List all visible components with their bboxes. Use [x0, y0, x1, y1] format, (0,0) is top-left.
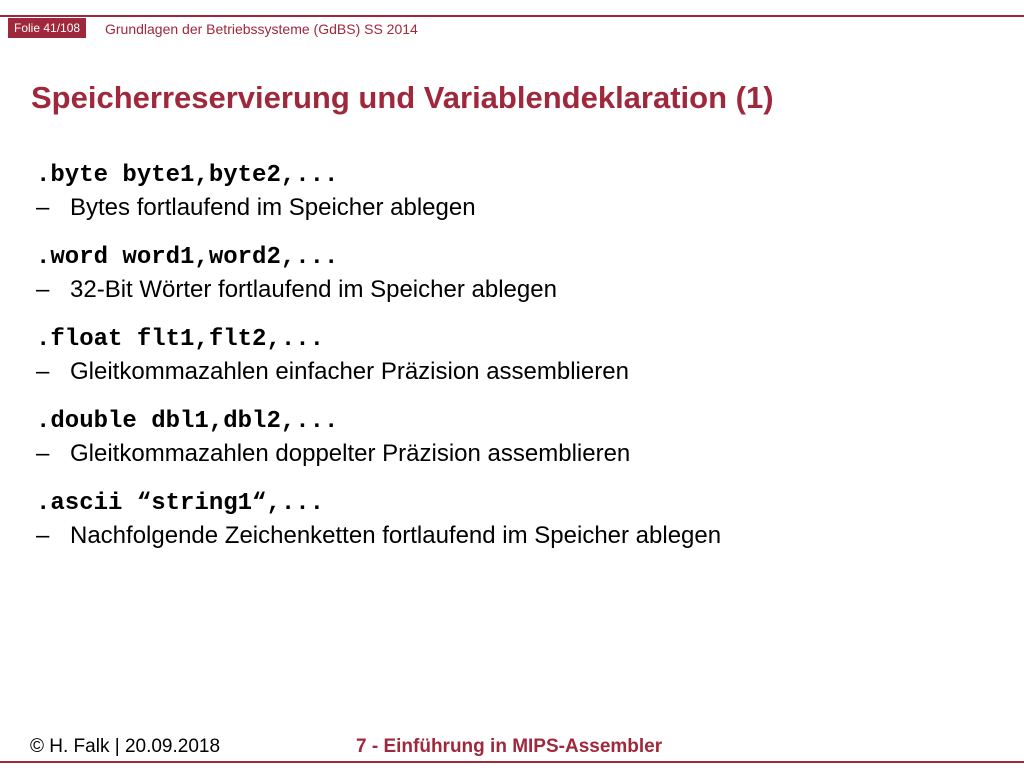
- slide-number-badge: Folie 41/108: [8, 18, 86, 38]
- description-text: Nachfolgende Zeichenketten fortlaufend im Speicher ablegen: [70, 522, 722, 549]
- bullet-dash: –: [36, 522, 50, 549]
- directive-code: .double dbl1,dbl2,...: [36, 408, 339, 435]
- footer-rule: [0, 761, 1024, 763]
- directive-double: [36, 406, 996, 470]
- directive-float: [36, 324, 996, 388]
- bullet-dash: –: [36, 194, 50, 221]
- header-rule: [0, 15, 1024, 17]
- footer-author: © H. Falk | 20.09.2018: [30, 736, 221, 757]
- description-text: Bytes fortlaufend im Speicher ablegen: [70, 194, 476, 221]
- directive-description: [36, 438, 996, 470]
- bullet-dash: –: [36, 276, 50, 303]
- bullet-dash: –: [36, 440, 50, 467]
- directive-code: .float flt1,flt2,...: [36, 326, 325, 353]
- course-title: Grundlagen der Betriebssysteme (GdBS) SS 2014: [105, 21, 418, 37]
- directive-byte: [36, 160, 996, 224]
- description-text: Gleitkommazahlen einfacher Präzision assemblieren: [70, 358, 629, 385]
- directive-code: .word word1,word2,...: [36, 244, 339, 271]
- directive-description: [36, 192, 996, 224]
- description-text: 32-Bit Wörter fortlaufend im Speicher ablegen: [70, 276, 557, 303]
- directive-ascii: [36, 488, 996, 552]
- page-title: Speicherreservierung und Variablendeklaration (1): [31, 80, 774, 115]
- directive-description: [36, 520, 996, 552]
- directive-word: [36, 242, 996, 306]
- bullet-dash: –: [36, 358, 50, 385]
- directive-description: [36, 356, 996, 388]
- directive-description: [36, 274, 996, 306]
- directive-list: [36, 160, 996, 570]
- directive-code: .ascii “string1“,...: [36, 490, 325, 517]
- directive-code: .byte byte1,byte2,...: [36, 162, 339, 189]
- description-text: Gleitkommazahlen doppelter Präzision assemblieren: [70, 440, 631, 467]
- footer-chapter: 7 - Einführung in MIPS-Assembler: [356, 736, 663, 757]
